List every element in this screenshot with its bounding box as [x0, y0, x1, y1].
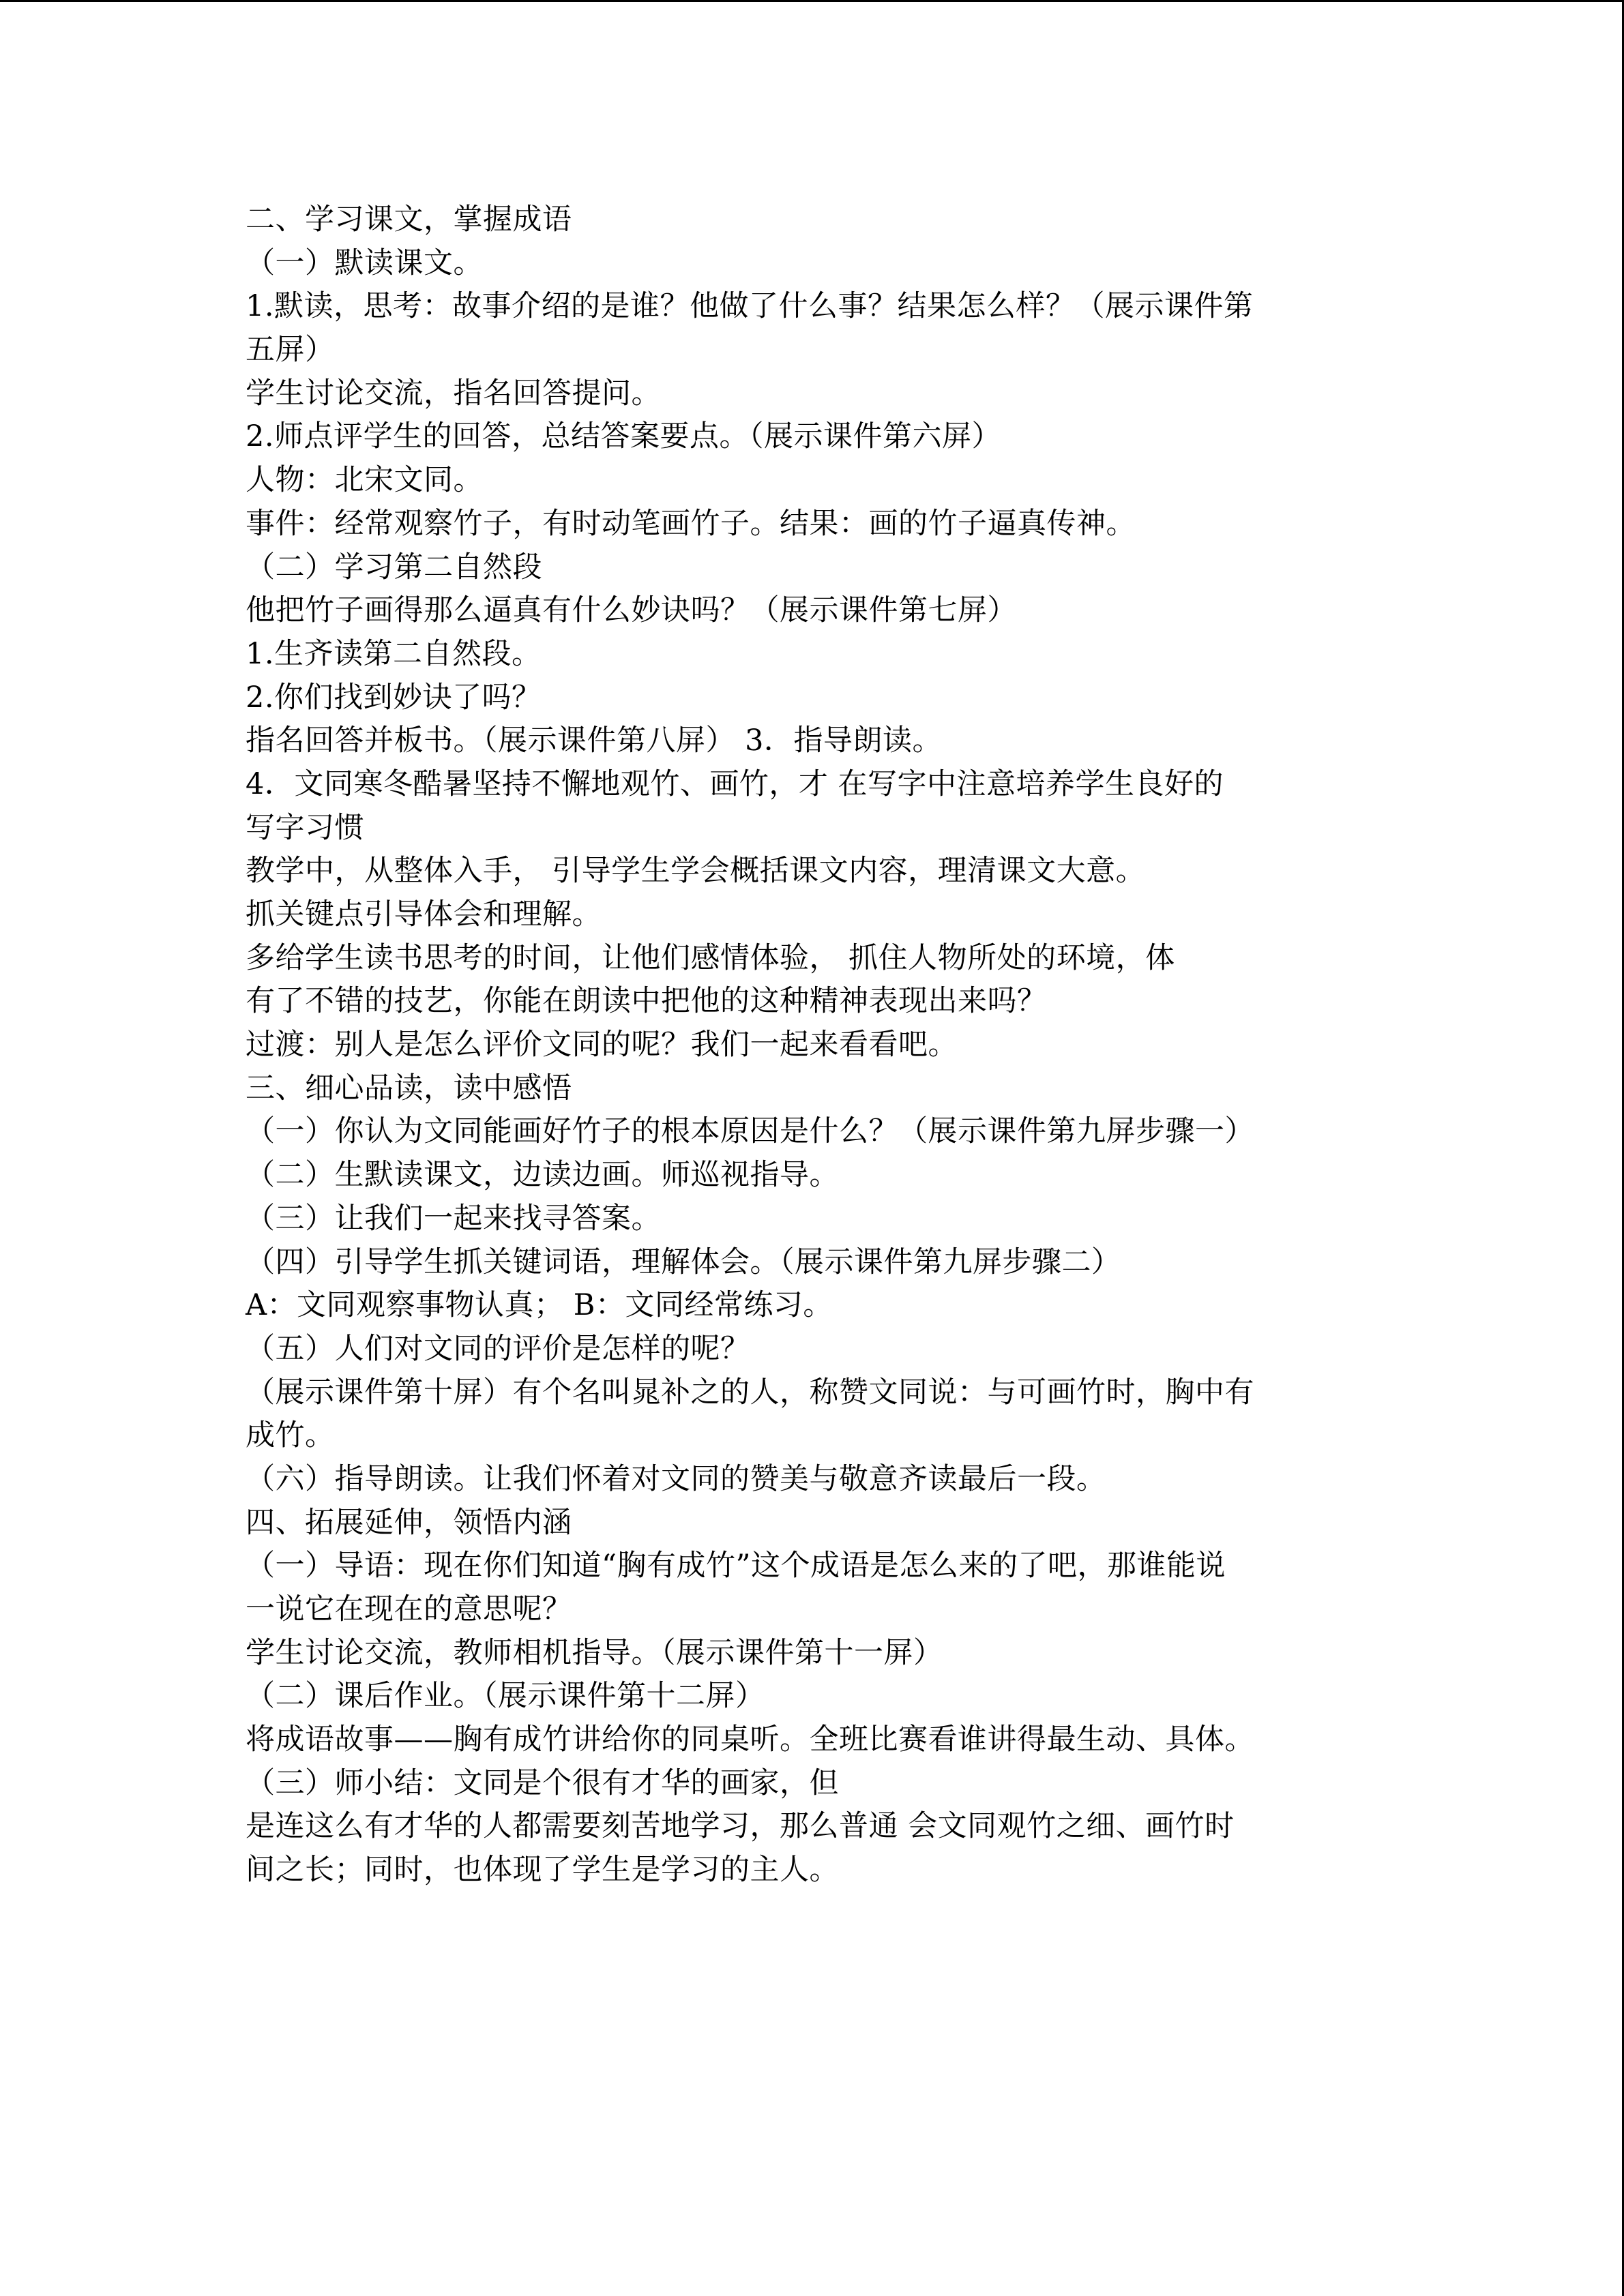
text-line: 2.你们找到妙诀了吗？: [246, 680, 542, 715]
text-line: 写字习惯: [246, 810, 364, 845]
text-line: （五）人们对文同的评价是怎样的呢？: [246, 1331, 750, 1366]
section-heading-3: 三、细心品读，读中感悟: [246, 1071, 572, 1105]
text-line: 是连这么有才华的人都需要刻苦地学习，那么普通 会文同观竹之细、画竹时: [246, 1809, 1235, 1844]
text-line: （一）默读课文。: [246, 245, 483, 280]
text-line: 五屏）: [246, 333, 335, 368]
text-line: （一）你认为文同能画好竹子的根本原因是什么？（展示课件第九屏步骤一）: [246, 1114, 1254, 1149]
text-line: 将成语故事——胸有成竹讲给你的同桌听。全班比赛看谁讲得最生动、具体。: [246, 1723, 1254, 1757]
text-line: （二）学习第二自然段: [246, 550, 542, 584]
text-line: 4．文同寒冬酷暑坚持不懈地观竹、画竹，才 在写字中注意培养学生良好的: [246, 766, 1224, 801]
text-line: （展示课件第十屏）有个名叫晁补之的人，称赞文同说：与可画竹时，胸中有: [246, 1375, 1254, 1410]
document-body: [246, 198, 1364, 1892]
text-line: 指名回答并板书。（展示课件第八屏） 3．指导朗读。: [246, 724, 943, 758]
text-line: 间之长；同时，也体现了学生是学习的主人。: [246, 1853, 839, 1888]
text-line: （二）课后作业。（展示课件第十二屏）: [246, 1679, 765, 1714]
text-line: A：文同观察事物认真； B：文同经常练习。: [246, 1288, 833, 1323]
text-line: 过渡：别人是怎么评价文同的呢？我们一起来看看吧。: [246, 1028, 958, 1062]
section-heading-2: 二、学习课文，掌握成语: [246, 203, 572, 237]
text-line: 学生讨论交流，教师相机指导。（展示课件第十一屏）: [246, 1635, 943, 1670]
text-line: 抓关键点引导体会和理解。: [246, 897, 602, 931]
text-line: （二）生默读课文，边读边画。师巡视指导。: [246, 1158, 839, 1193]
text-line: 多给学生读书思考的时间，让他们感情体验， 抓住人物所处的环境，体: [246, 940, 1175, 975]
section-heading-4: 四、拓展延伸，领悟内涵: [246, 1505, 572, 1540]
text-line: 2.师点评学生的回答，总结答案要点。（展示课件第六屏）: [246, 419, 1002, 454]
text-line: 1.默读，思考：故事介绍的是谁？他做了什么事？结果怎么样？（展示课件第: [246, 289, 1254, 324]
text-line: 一说它在现在的意思呢？: [246, 1592, 572, 1626]
text-line: 成竹。: [246, 1418, 335, 1453]
text-line: （六）指导朗读。让我们怀着对文同的赞美与敬意齐读最后一段。: [246, 1461, 1106, 1496]
text-line: 事件：经常观察竹子，有时动笔画竹子。结果：画的竹子逼真传神。: [246, 506, 1136, 541]
text-line: 人物：北宋文同。: [246, 463, 483, 498]
text-line: 教学中，从整体入手， 引导学生学会概括课文内容，理清课文大意。: [246, 854, 1146, 889]
text-line: （三）师小结：文同是个很有才华的画家，但: [246, 1765, 839, 1800]
text-line: 1.生齐读第二自然段。: [246, 636, 542, 671]
text-line: （三）让我们一起来找寻答案。: [246, 1201, 661, 1236]
text-line: （四）引导学生抓关键词语，理解体会。（展示课件第九屏步骤二）: [246, 1244, 1121, 1279]
text-line: 学生讨论交流，指名回答提问。: [246, 376, 661, 411]
text-line: （一）导语：现在你们知道“胸有成竹”这个成语是怎么来的了吧，那谁能说: [246, 1549, 1226, 1583]
text-line: 他把竹子画得那么逼真有什么妙诀吗？（展示课件第七屏）: [246, 593, 1017, 628]
text-line: 有了不错的技艺，你能在朗读中把他的这种精神表现出来吗？: [246, 984, 1047, 1019]
